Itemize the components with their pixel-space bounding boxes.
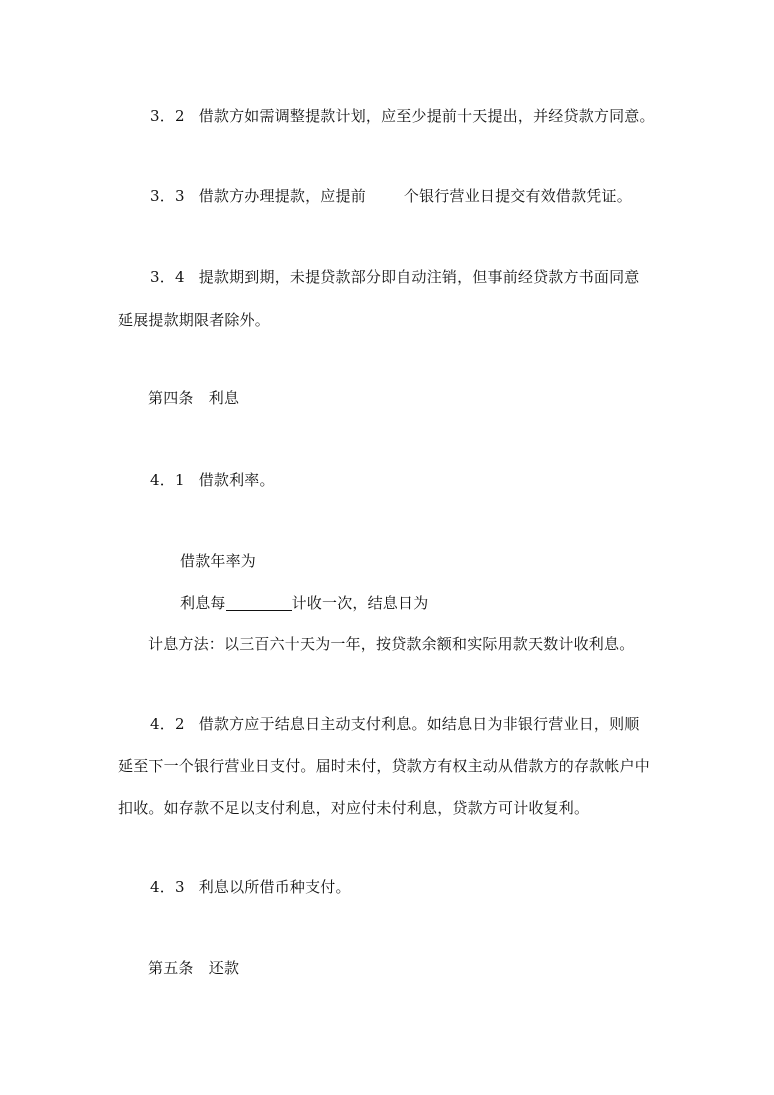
clause-3-3 [150, 186, 632, 206]
clause-3-2 [150, 106, 655, 126]
article-4-title: 第四条 利息 [148, 389, 240, 407]
clause-number: 4．1 [150, 471, 185, 489]
clause-text-after: 个银行营业日提交有效借款凭证。 [403, 187, 632, 205]
clause-number: 3．2 [150, 107, 185, 125]
clause-text: 提款期到期，未提贷款部分即自动注销，但事前经贷款方书面同意 [198, 268, 640, 286]
clause-4-2-line2: 延至下一个银行营业日支付。届时未付，贷款方有权主动从借款方的存款帐户中 [118, 757, 651, 775]
clause-number: 4．3 [150, 878, 185, 896]
clause-4-2 [150, 714, 640, 734]
interest-period-line [180, 593, 428, 613]
article-5-title: 第五条 还款 [148, 959, 240, 977]
clause-text: 利息以所借币种支付。 [198, 878, 351, 896]
interest-text-after: 计收一次，结息日为 [291, 594, 429, 612]
interest-method-line: 计息方法：以三百六十天为一年，按贷款余额和实际用款天数计收利息。 [148, 635, 635, 653]
clause-text: 借款利率。 [198, 471, 275, 489]
clause-text-before: 借款方办理提款，应提前 [198, 187, 366, 205]
interest-text-before: 利息每 [180, 594, 226, 612]
clause-number: 3．4 [150, 268, 185, 286]
clause-4-2-line3: 扣收。如存款不足以支付利息，对应付未付利息，贷款方可计收复利。 [118, 799, 590, 817]
clause-3-4-continuation: 延展提款期限者除外。 [118, 311, 271, 329]
clause-number: 4．2 [150, 715, 185, 733]
clause-4-1 [150, 470, 275, 490]
clause-text: 借款方如需调整提款计划，应至少提前十天提出，并经贷款方同意。 [198, 107, 655, 125]
clause-text: 借款方应于结息日主动支付利息。如结息日为非银行营业日，则顺 [198, 715, 640, 733]
clause-4-3 [150, 877, 351, 897]
rate-line: 借款年率为 [180, 552, 257, 570]
blank-underline [226, 594, 292, 611]
clause-3-4 [150, 267, 640, 287]
clause-number: 3．3 [150, 187, 185, 205]
